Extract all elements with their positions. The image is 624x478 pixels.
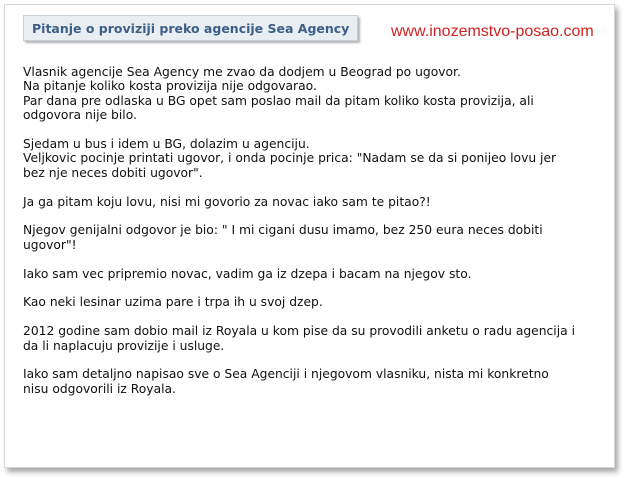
text-line: Njegov genijalni odgovor je bio: " I mi cigani dusu imamo, bez 250 eura neces dobiti: [23, 223, 543, 238]
paragraph: [23, 223, 609, 252]
text-line: Kao neki lesinar uzima pare i trpa ih u svoj dzep.: [23, 295, 323, 310]
content-panel: [4, 4, 615, 468]
paragraph: [23, 267, 609, 281]
text-line: Veljkovic pocinje printati ugovor, i onda pocinje prica: "Nadam se da si ponijeo lovu jer: [23, 151, 557, 166]
text-line: nisu odgovorili iz Royala.: [23, 381, 176, 396]
text-line: 2012 godine sam dobio mail iz Royala u kom pise da su provodili anketu o radu agencija i: [23, 324, 575, 339]
text-line: Iako sam vec pripremio novac, vadim ga iz dzepa i bacam na njegov sto.: [23, 266, 472, 281]
paragraph: [23, 324, 609, 353]
text-line: Sjedam u bus i idem u BG, dolazim u agenciju.: [23, 137, 310, 152]
text-line: Vlasnik agencije Sea Agency me zvao da dodjem u Beograd po ugovor.: [23, 65, 461, 79]
paragraph: [23, 295, 609, 309]
page-title: Pitanje o proviziji preko agencije Sea Agency: [23, 15, 358, 41]
text-line: Na pitanje koliko kosta provizija nije odgovarao.: [23, 79, 317, 94]
text-line: Ja ga pitam koju lovu, nisi mi govorio za novac iako sam te pitao?!: [23, 194, 431, 209]
text-line: ugovor"!: [23, 237, 77, 252]
paragraph: [23, 367, 609, 396]
text-line: Par dana pre odlaska u BG opet sam poslao mail da pitam koliko kosta provizija, ali: [23, 93, 534, 108]
paragraph: [23, 195, 609, 209]
text-line: Iako sam detaljno napisao sve o Sea Agenciji i njegovom vlasniku, nista mi konkretno: [23, 367, 549, 382]
text-line: odgovora nije bilo.: [23, 108, 137, 123]
paragraph: [23, 137, 609, 180]
message-body: [23, 65, 609, 411]
site-url: www.inozemstvo-posao.com: [391, 23, 594, 40]
text-line: bez nje neces dobiti ugovor".: [23, 165, 203, 180]
text-line: da li naplacuju provizije i usluge.: [23, 338, 225, 353]
paragraph: [23, 65, 609, 123]
